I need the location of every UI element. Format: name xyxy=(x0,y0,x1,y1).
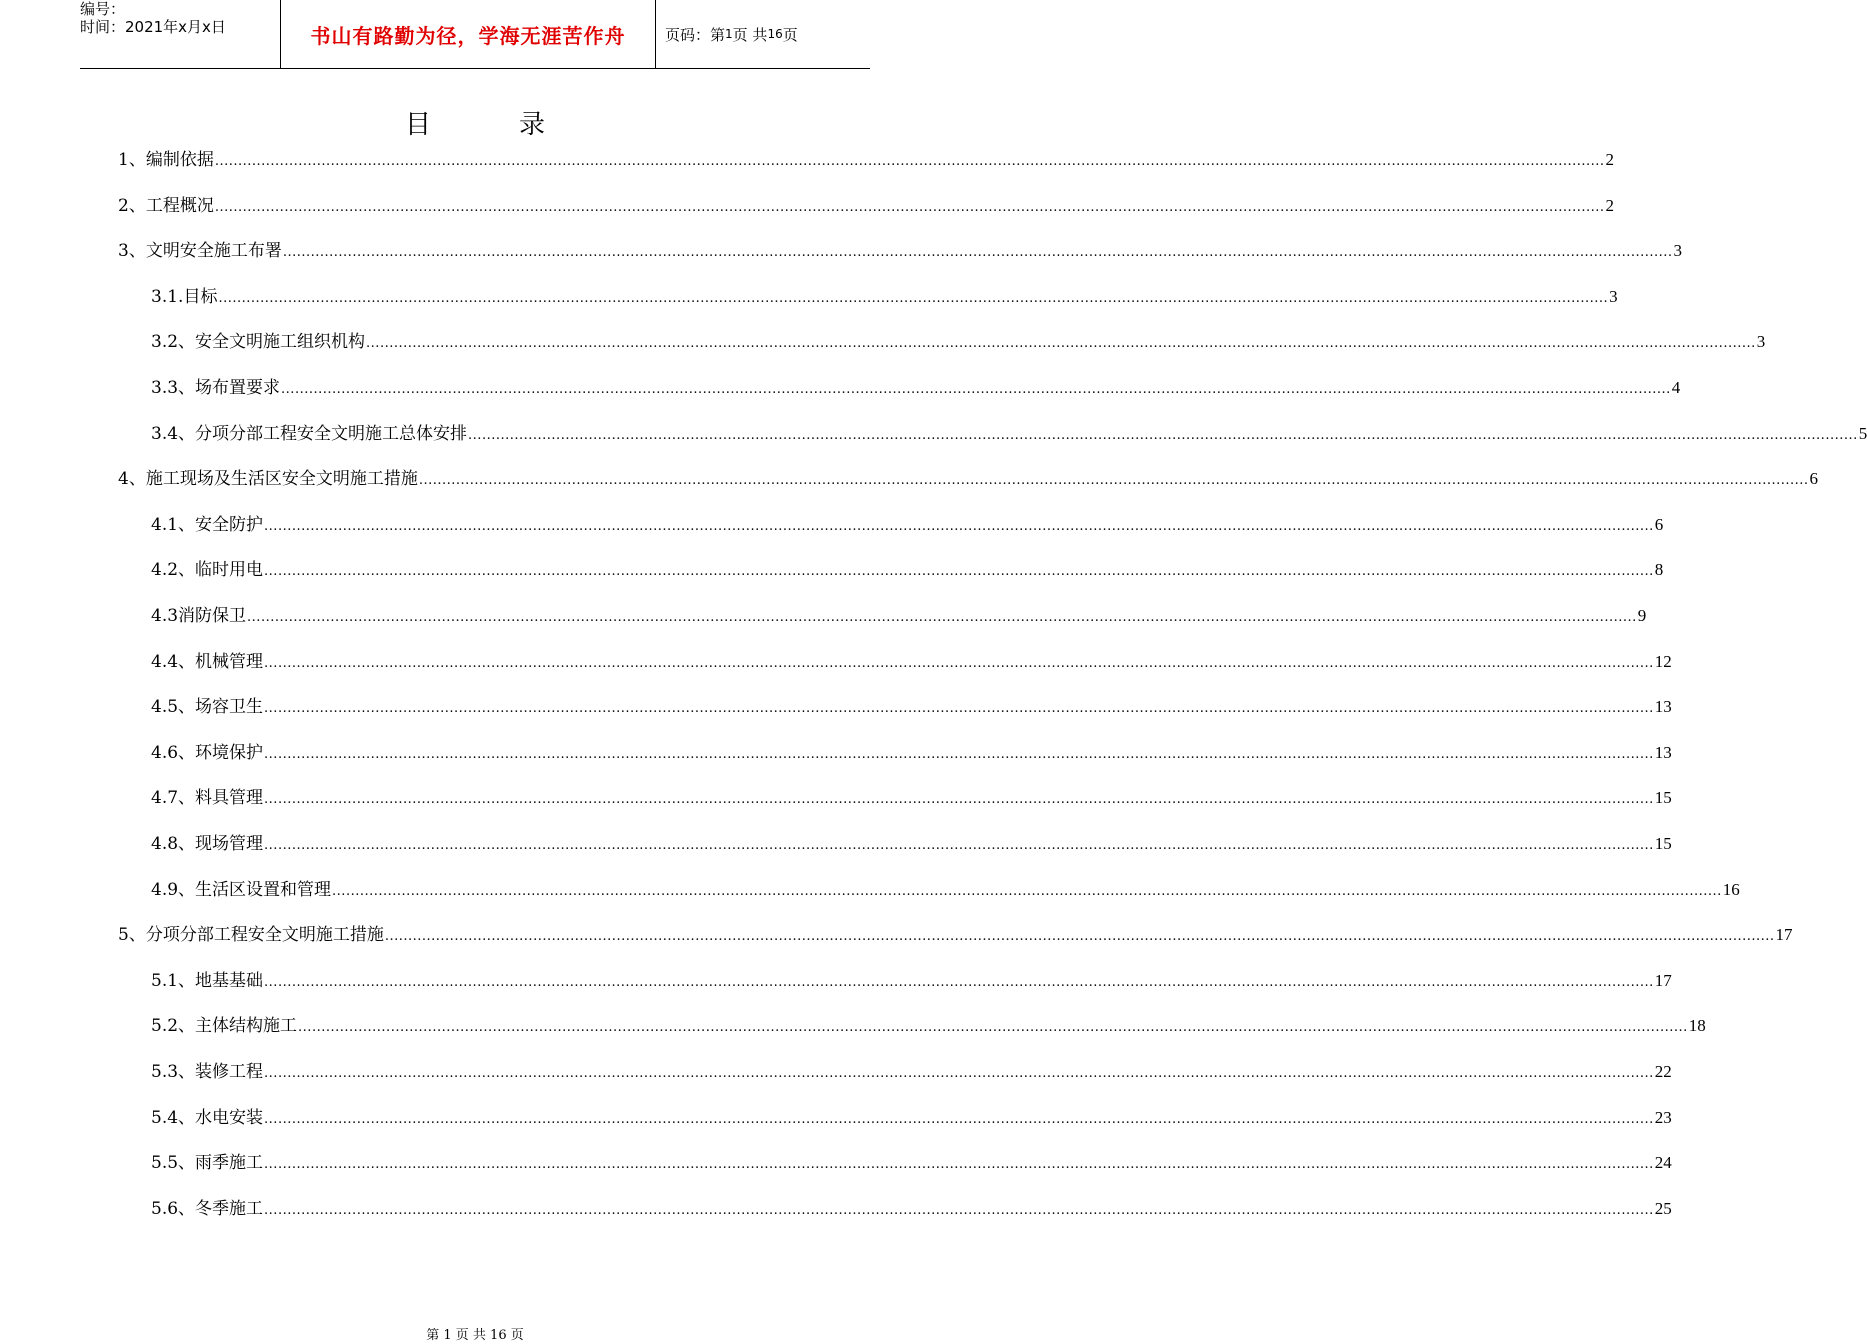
toc-entry[interactable] xyxy=(151,878,1740,902)
toc-heading xyxy=(0,104,950,141)
toc-leader-dots: ............................................................................................................................................................................................................................................................................................................ xyxy=(247,610,1637,625)
toc-entry[interactable] xyxy=(118,923,1793,947)
toc-leader-dots: ............................................................................................................................................................................................................................................................................................................ xyxy=(332,883,1722,899)
toc-entry-label: 4、施工现场及生活区安全文明施工措施 xyxy=(118,469,418,490)
toc-heading-right: 录 xyxy=(519,110,546,140)
toc-entry[interactable] xyxy=(151,650,1672,674)
page-header xyxy=(80,0,870,69)
toc-entry-label: 4.3消防保卫 xyxy=(151,606,247,626)
toc-leader-dots: ............................................................................................................................................................................................................................................................................................................ xyxy=(264,655,1654,671)
toc-leader-dots: ............................................................................................................................................................................................................................................................................................................ xyxy=(264,1066,1654,1081)
toc-entry-label: 1、编制依据 xyxy=(118,150,214,170)
toc-leader-dots: ............................................................................................................................................................................................................................................................................................................ xyxy=(282,245,1673,261)
page-info-suffix: 页 xyxy=(782,25,798,44)
toc-entry[interactable] xyxy=(151,1151,1672,1175)
toc-entry-page: 3 xyxy=(1609,286,1618,306)
toc-entry-page: 24 xyxy=(1654,1153,1672,1173)
toc-entry-label: 5.2、主体结构施工 xyxy=(151,1016,298,1037)
toc-leader-dots: ............................................................................................................................................................................................................................................................................................................ xyxy=(264,518,1654,534)
toc-entry-label: 4.9、生活区设置和管理 xyxy=(151,879,332,900)
toc-entry[interactable] xyxy=(118,194,1615,218)
toc-entry-page: 12 xyxy=(1654,651,1672,671)
toc-leader-dots: ............................................................................................................................................................................................................................................................................................................ xyxy=(264,974,1654,990)
toc-leader-dots: ............................................................................................................................................................................................................................................................................................................ xyxy=(418,473,1809,489)
toc-entry[interactable] xyxy=(151,1106,1672,1130)
toc-entry[interactable] xyxy=(151,786,1672,810)
toc-entry-page: 4 xyxy=(1671,378,1681,397)
toc-entry-page: 18 xyxy=(1688,1016,1706,1036)
toc-entry-label: 3.3、场布置要求 xyxy=(151,378,281,398)
toc-entry-label: 3.1.目标 xyxy=(151,286,218,307)
toc-entry[interactable] xyxy=(151,741,1672,765)
toc-entry-page: 17 xyxy=(1654,970,1672,990)
toc-entry[interactable] xyxy=(151,513,1664,537)
toc-entry-label: 3、文明安全施工布署 xyxy=(118,241,282,262)
toc-entry-page: 13 xyxy=(1654,697,1672,717)
toc-entry-label: 3.4、分项分部工程安全文明施工总体安排 xyxy=(151,423,468,444)
page-current: 1 xyxy=(725,27,733,41)
toc-leader-dots: ............................................................................................................................................................................................................................................................................................................ xyxy=(214,154,1605,169)
toc-leader-dots: ............................................................................................................................................................................................................................................................................................................ xyxy=(264,746,1654,762)
toc-entry-label: 3.2、安全文明施工组织机构 xyxy=(151,332,366,353)
toc-leader-dots: ............................................................................................................................................................................................................................................................................................................ xyxy=(366,336,1756,352)
toc-entry-page: 8 xyxy=(1654,560,1664,580)
toc-leader-dots: ............................................................................................................................................................................................................................................................................................................ xyxy=(264,792,1654,808)
toc-entry-label: 5.3、装修工程 xyxy=(151,1062,264,1082)
page-info-mid: 页 共 xyxy=(732,25,768,44)
toc-entry[interactable] xyxy=(151,422,1867,446)
toc-leader-dots: ............................................................................................................................................................................................................................................................................................................ xyxy=(298,1020,1688,1036)
toc-entry-page: 6 xyxy=(1654,514,1664,534)
toc-entry-page: 13 xyxy=(1654,742,1672,762)
toc-entry[interactable] xyxy=(118,239,1683,263)
toc-entry[interactable] xyxy=(151,285,1618,309)
toc-leader-dots: ............................................................................................................................................................................................................................................................................................................ xyxy=(218,290,1609,306)
toc-entry-label: 4.5、场容卫生 xyxy=(151,697,264,718)
page-total: 16 xyxy=(767,27,783,41)
toc-entry[interactable] xyxy=(151,832,1672,856)
header-meta xyxy=(80,0,280,68)
toc-entry[interactable] xyxy=(118,148,1615,172)
toc-entry-page: 16 xyxy=(1722,879,1740,899)
toc-entry-page: 22 xyxy=(1654,1062,1672,1081)
document-number-label: 编号： xyxy=(80,0,126,18)
toc-leader-dots: ............................................................................................................................................................................................................................................................................................................ xyxy=(384,929,1775,945)
toc-entry-page: 3 xyxy=(1673,241,1683,261)
header-motto: 书山有路勤为径，学海无涯苦作舟 xyxy=(280,0,656,68)
toc-entry-page: 3 xyxy=(1756,332,1766,352)
toc-entry[interactable] xyxy=(151,1060,1672,1084)
toc-entry-label: 5.4、水电安装 xyxy=(151,1107,264,1128)
toc-entry-label: 4.7、料具管理 xyxy=(151,788,264,809)
page-info-prefix: 页码：第 xyxy=(665,25,726,44)
toc-entry-label: 4.8、现场管理 xyxy=(151,834,264,854)
toc-entry[interactable] xyxy=(151,376,1681,400)
toc-entry-label: 4.1、安全防护 xyxy=(151,514,264,535)
toc-entry-page: 9 xyxy=(1637,606,1647,625)
toc-entry[interactable] xyxy=(151,1197,1672,1221)
toc-entry[interactable] xyxy=(151,695,1672,719)
toc-entry-label: 5、分项分部工程安全文明施工措施 xyxy=(118,925,384,946)
page-footer: 第 1 页 共 16 页 xyxy=(426,1328,524,1343)
toc-entry-page: 23 xyxy=(1654,1107,1672,1127)
toc-entry-page: 25 xyxy=(1654,1198,1672,1218)
toc-leader-dots: ............................................................................................................................................................................................................................................................................................................ xyxy=(264,1157,1654,1173)
toc-entry-label: 4.2、临时用电 xyxy=(151,560,264,581)
toc-entry-label: 5.5、雨季施工 xyxy=(151,1153,264,1174)
toc-entry[interactable] xyxy=(151,604,1647,628)
toc-leader-dots: ............................................................................................................................................................................................................................................................................................................ xyxy=(264,701,1654,717)
toc-entry-page: 6 xyxy=(1809,469,1819,489)
toc-entry-page: 17 xyxy=(1775,925,1793,945)
toc-leader-dots: ............................................................................................................................................................................................................................................................................................................ xyxy=(264,838,1654,853)
toc-entry[interactable] xyxy=(151,969,1672,993)
toc-entry-label: 4.4、机械管理 xyxy=(151,651,264,672)
toc-entry-page: 5 xyxy=(1858,423,1867,443)
toc-entry-page: 15 xyxy=(1654,834,1672,853)
header-page-info xyxy=(655,0,870,68)
toc-entry-page: 2 xyxy=(1605,195,1615,215)
toc-entry-label: 2、工程概况 xyxy=(118,195,214,216)
toc-entry[interactable] xyxy=(118,467,1819,491)
toc-leader-dots: ............................................................................................................................................................................................................................................................................................................ xyxy=(468,427,1858,443)
toc-leader-dots: ............................................................................................................................................................................................................................................................................................................ xyxy=(264,564,1654,580)
toc-entry-label: 5.6、冬季施工 xyxy=(151,1198,264,1219)
toc-entry[interactable] xyxy=(151,330,1766,354)
toc-entry-label: 4.6、环境保护 xyxy=(151,742,264,763)
toc-entry[interactable] xyxy=(151,558,1664,582)
toc-leader-dots: ............................................................................................................................................................................................................................................................................................................ xyxy=(281,382,1671,397)
toc-leader-dots: ............................................................................................................................................................................................................................................................................................................ xyxy=(214,199,1605,215)
toc-entry[interactable] xyxy=(151,1014,1706,1038)
toc-entry-page: 15 xyxy=(1654,788,1672,808)
toc-heading-left: 目 xyxy=(404,110,431,140)
toc-leader-dots: ............................................................................................................................................................................................................................................................................................................ xyxy=(264,1111,1654,1127)
toc-entry-page: 2 xyxy=(1605,150,1615,169)
toc-leader-dots: ............................................................................................................................................................................................................................................................................................................ xyxy=(264,1202,1654,1218)
document-time: 时间：2021年x月x日 xyxy=(80,18,226,36)
toc-entry-label: 5.1、地基基础 xyxy=(151,970,264,991)
